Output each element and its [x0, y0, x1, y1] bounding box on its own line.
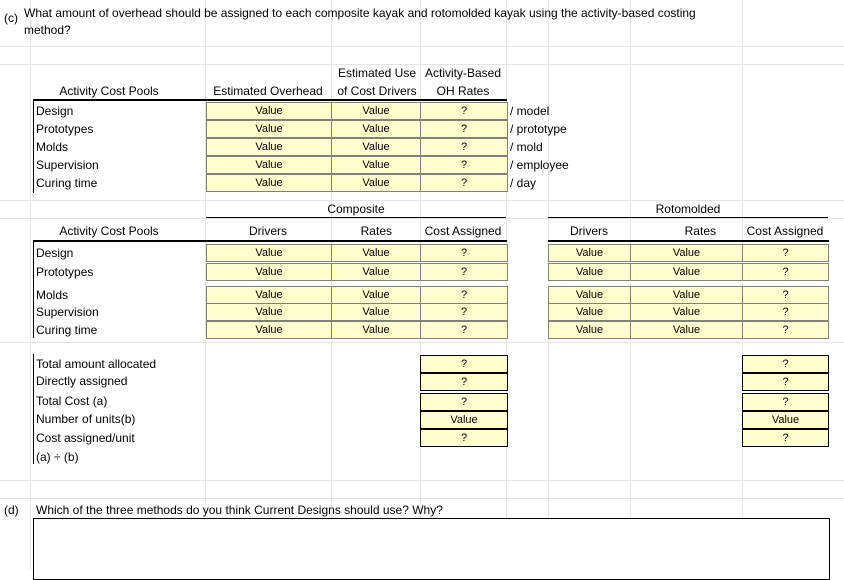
- answer-textbox[interactable]: [33, 518, 830, 580]
- t1-use-input[interactable]: Value: [331, 174, 421, 192]
- t1-overhead-input[interactable]: Value: [206, 120, 332, 138]
- t1-unit: / employee: [510, 158, 569, 172]
- t2-pool: Design: [36, 246, 74, 260]
- question-c-line2: method?: [24, 23, 71, 37]
- t1-header-use-2: of Cost Drivers: [337, 84, 417, 98]
- t1-pool: Design: [36, 104, 74, 118]
- t1-unit: / mold: [510, 140, 543, 154]
- composite-total-input[interactable]: ?: [420, 373, 508, 391]
- t1-use-input[interactable]: Value: [331, 120, 421, 138]
- t1-use-input[interactable]: Value: [331, 102, 421, 120]
- r-rates-input[interactable]: Value: [630, 286, 743, 304]
- t1-header-overhead: Estimated Overhead: [213, 84, 323, 98]
- c-rates-input[interactable]: Value: [331, 244, 421, 262]
- t1-header-rates-1: Activity-Based: [424, 66, 502, 80]
- t1-header-pools: Activity Cost Pools: [59, 84, 159, 98]
- t2-header-r-assigned: Cost Assigned: [746, 224, 824, 238]
- composite-total-input[interactable]: Value: [420, 411, 508, 429]
- t2-pool: Supervision: [36, 305, 99, 319]
- totals-label: Directly assigned: [36, 374, 128, 388]
- t1-pool: Supervision: [36, 158, 99, 172]
- t1-overhead-input[interactable]: Value: [206, 138, 332, 156]
- c-drivers-input[interactable]: Value: [206, 286, 332, 304]
- rotomolded-title-underline: [548, 217, 828, 218]
- rotomolded-total-input[interactable]: ?: [742, 429, 829, 447]
- t1-rate-input[interactable]: ?: [420, 156, 508, 174]
- r-drivers-input[interactable]: Value: [548, 286, 631, 304]
- c-rates-input[interactable]: Value: [331, 263, 421, 281]
- rotomolded-title: Rotomolded: [655, 202, 721, 216]
- t2-header-r-drivers: Drivers: [570, 224, 608, 238]
- t1-unit: / prototype: [510, 122, 567, 136]
- t1-header-rates-2: OH Rates: [436, 84, 490, 98]
- r-rates-input[interactable]: Value: [630, 321, 743, 339]
- r-drivers-input[interactable]: Value: [548, 303, 631, 321]
- c-assigned-input[interactable]: ?: [420, 244, 508, 262]
- composite-total-input[interactable]: ?: [420, 429, 508, 447]
- totals-label: Total amount allocated: [36, 357, 157, 371]
- totals-label: Cost assigned/unit: [36, 431, 135, 445]
- t2-left-border: [33, 242, 34, 338]
- r-assigned-input[interactable]: ?: [742, 321, 829, 339]
- composite-title-underline: [206, 217, 506, 218]
- r-drivers-input[interactable]: Value: [548, 321, 631, 339]
- t2-header-c-assigned: Cost Assigned: [424, 224, 502, 238]
- c-drivers-input[interactable]: Value: [206, 303, 332, 321]
- c-rates-input[interactable]: Value: [331, 303, 421, 321]
- c-drivers-input[interactable]: Value: [206, 263, 332, 281]
- t1-rate-input[interactable]: ?: [420, 120, 508, 138]
- rotomolded-total-input[interactable]: ?: [742, 373, 829, 391]
- totals-left-border: [33, 354, 34, 464]
- r-rates-input[interactable]: Value: [630, 303, 743, 321]
- t2-pool: Curing time: [36, 323, 98, 337]
- t1-rate-input[interactable]: ?: [420, 138, 508, 156]
- c-assigned-input[interactable]: ?: [420, 263, 508, 281]
- composite-title: Composite: [327, 202, 385, 216]
- t1-overhead-input[interactable]: Value: [206, 102, 332, 120]
- r-assigned-input[interactable]: ?: [742, 303, 829, 321]
- t2-pool: Prototypes: [36, 265, 94, 279]
- t2-header-pools: Activity Cost Pools: [59, 224, 159, 238]
- t2-header-underline-right: [548, 240, 829, 242]
- t1-pool: Curing time: [36, 176, 98, 190]
- r-rates-input[interactable]: Value: [630, 263, 743, 281]
- t2-pool: Molds: [36, 288, 69, 302]
- t1-rate-input[interactable]: ?: [420, 174, 508, 192]
- composite-total-input[interactable]: ?: [420, 355, 508, 373]
- t2-header-r-rates: Rates: [684, 224, 716, 238]
- composite-total-input[interactable]: ?: [420, 393, 508, 411]
- t1-unit: / day: [510, 176, 537, 190]
- c-rates-input[interactable]: Value: [331, 321, 421, 339]
- r-drivers-input[interactable]: Value: [548, 244, 631, 262]
- t1-pool: Molds: [36, 140, 69, 154]
- t1-rate-input[interactable]: ?: [420, 102, 508, 120]
- question-c-label: (c): [4, 11, 18, 25]
- r-assigned-input[interactable]: ?: [742, 263, 829, 281]
- t1-overhead-input[interactable]: Value: [206, 156, 332, 174]
- r-assigned-input[interactable]: ?: [742, 244, 829, 262]
- c-assigned-input[interactable]: ?: [420, 303, 508, 321]
- t1-pool: Prototypes: [36, 122, 94, 136]
- t2-header-c-drivers: Drivers: [249, 224, 287, 238]
- formula-label: (a) ÷ (b): [36, 450, 79, 464]
- t1-unit: / model: [510, 104, 550, 118]
- question-c-line1: What amount of overhead should be assigned to each composite kayak and rotomolded kayak using the activity-based costing: [24, 6, 696, 20]
- c-drivers-input[interactable]: Value: [206, 244, 332, 262]
- c-assigned-input[interactable]: ?: [420, 321, 508, 339]
- t2-header-c-rates: Rates: [360, 224, 392, 238]
- question-d-text: Which of the three methods do you think Current Designs should use? Why?: [36, 503, 443, 517]
- c-assigned-input[interactable]: ?: [420, 286, 508, 304]
- rotomolded-total-input[interactable]: ?: [742, 355, 829, 373]
- totals-label: Total Cost (a): [36, 394, 108, 408]
- t1-left-border: [33, 101, 34, 193]
- t1-use-input[interactable]: Value: [331, 156, 421, 174]
- t2-header-underline-left: [33, 240, 507, 242]
- totals-label: Number of units(b): [36, 412, 136, 426]
- r-drivers-input[interactable]: Value: [548, 263, 631, 281]
- c-rates-input[interactable]: Value: [331, 286, 421, 304]
- t1-header-underline: [33, 99, 507, 101]
- rotomolded-total-input[interactable]: Value: [742, 411, 829, 429]
- r-assigned-input[interactable]: ?: [742, 286, 829, 304]
- t1-overhead-input[interactable]: Value: [206, 174, 332, 192]
- c-drivers-input[interactable]: Value: [206, 321, 332, 339]
- t1-use-input[interactable]: Value: [331, 138, 421, 156]
- t1-header-use-1: Estimated Use: [337, 66, 417, 80]
- r-rates-input[interactable]: Value: [630, 244, 743, 262]
- question-d-label: (d): [4, 503, 19, 517]
- rotomolded-total-input[interactable]: ?: [742, 393, 829, 411]
